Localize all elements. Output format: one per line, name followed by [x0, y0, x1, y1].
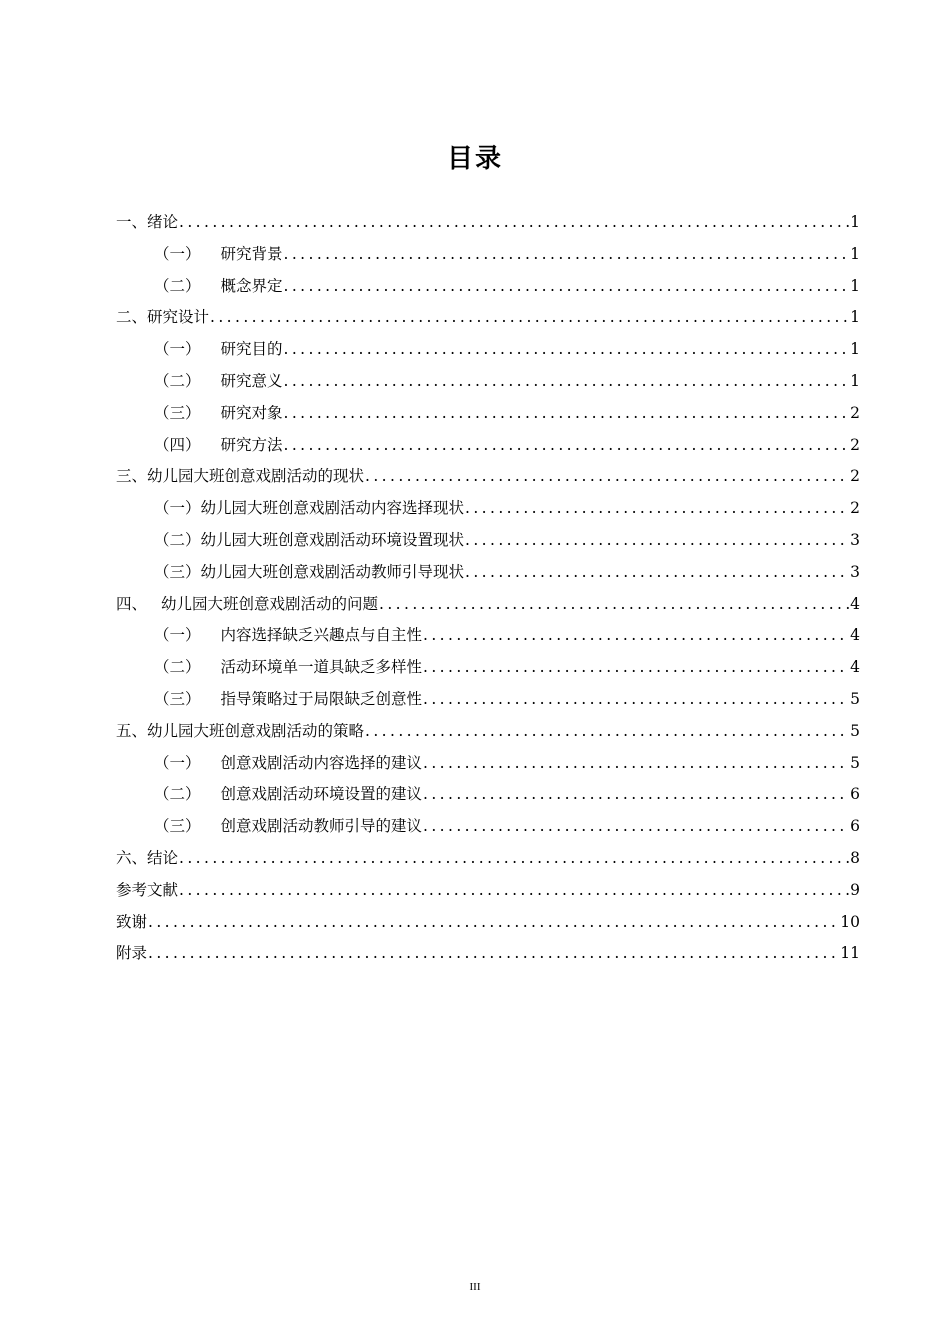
toc-entry-page: 2: [850, 403, 860, 422]
toc-entry-number: （二）: [154, 785, 201, 804]
toc-entry-text: 附录: [116, 944, 148, 963]
toc-entry-page: 6: [850, 817, 860, 836]
toc-entry-text: 幼儿园大班创意戏剧活动的策略: [147, 721, 365, 740]
toc-entry-text: 幼儿园大班创意戏剧活动环境设置现状: [200, 530, 465, 549]
dot-leader: [423, 779, 849, 811]
dot-leader: [284, 334, 850, 366]
toc-entry-text: 幼儿园大班创意戏剧活动的问题: [161, 594, 379, 613]
toc-entry-text: 结论: [147, 848, 179, 867]
dot-leader: [379, 589, 849, 621]
toc-entry[interactable]: [116, 652, 860, 684]
dot-leader: [465, 493, 849, 525]
dot-leader: [284, 239, 850, 271]
dot-leader: [179, 207, 849, 239]
toc-entry[interactable]: [116, 525, 860, 557]
dot-leader: [284, 398, 850, 430]
toc-entry-text: 创意戏剧活动内容选择的建议: [220, 753, 423, 772]
dot-leader: [365, 716, 849, 748]
toc-entry-number: （三）: [154, 689, 201, 708]
toc-entry[interactable]: [116, 779, 860, 811]
toc-entry-number: （一）: [154, 340, 201, 359]
toc-entry-page: 2: [850, 435, 860, 454]
toc-entry[interactable]: [116, 748, 860, 780]
toc-entry[interactable]: [116, 938, 860, 970]
toc-entry[interactable]: [116, 398, 860, 430]
toc-entry-page: 3: [850, 530, 860, 549]
toc-entry[interactable]: [116, 620, 860, 652]
toc-entry-number: 六、: [116, 848, 148, 867]
toc-entry-text: 参考文献: [116, 880, 179, 899]
dot-leader: [284, 271, 850, 303]
toc-entry-text: 幼儿园大班创意戏剧活动内容选择现状: [200, 499, 465, 518]
toc-entry-number: （一）: [154, 499, 201, 518]
toc-entry[interactable]: [116, 334, 860, 366]
dot-leader: [465, 525, 849, 557]
dot-leader: [423, 620, 849, 652]
toc-entry-text: 研究设计: [147, 308, 210, 327]
dot-leader: [365, 461, 849, 493]
toc-entry-page: 3: [850, 562, 860, 581]
toc-entry-number: 四、: [116, 594, 148, 613]
dot-leader: [148, 907, 839, 939]
toc-entry-number: （一）: [154, 626, 201, 645]
toc-entry-number: 五、: [116, 721, 148, 740]
toc-entry-page: 9: [850, 880, 860, 899]
toc-entry[interactable]: [116, 366, 860, 398]
toc-entry[interactable]: [116, 843, 860, 875]
dot-leader: [179, 843, 849, 875]
toc-entry[interactable]: [116, 493, 860, 525]
toc-entry[interactable]: [116, 589, 860, 621]
toc-entry-page: 6: [850, 785, 860, 804]
toc-entry-page: 2: [850, 467, 860, 486]
toc-entry-text: 内容选择缺乏兴趣点与自主性: [220, 626, 423, 645]
toc-entry-page: 1: [850, 244, 860, 263]
toc-entry-text: 研究对象: [220, 403, 283, 422]
toc-entry-text: 指导策略过于局限缺乏创意性: [220, 689, 423, 708]
dot-leader: [284, 430, 850, 462]
toc-entry-page: 1: [850, 276, 860, 295]
toc-entry-text: 活动环境单一道具缺乏多样性: [220, 658, 423, 677]
toc-entry-number: 三、: [116, 467, 148, 486]
toc-entry-number: （一）: [154, 244, 201, 263]
page-number: III: [469, 1281, 481, 1293]
toc-entry[interactable]: [116, 207, 860, 239]
toc-entry[interactable]: [116, 875, 860, 907]
toc-entry[interactable]: [116, 239, 860, 271]
toc-entry-page: 1: [850, 308, 860, 327]
toc-entry[interactable]: [116, 430, 860, 462]
toc-entry[interactable]: [116, 907, 860, 939]
toc-title: 目录: [446, 144, 503, 174]
dot-leader: [423, 748, 849, 780]
toc-entry[interactable]: [116, 811, 860, 843]
dot-leader: [284, 366, 850, 398]
toc-entry[interactable]: [116, 271, 860, 303]
toc-entry[interactable]: [116, 557, 860, 589]
dot-leader: [179, 875, 849, 907]
toc-entry-page: 5: [850, 721, 860, 740]
dot-leader: [423, 652, 849, 684]
table-of-contents: [116, 207, 860, 970]
toc-entry-number: （四）: [154, 435, 201, 454]
toc-entry-text: 研究方法: [220, 435, 283, 454]
toc-entry-number: （二）: [154, 371, 201, 390]
toc-entry-page: 4: [850, 594, 860, 613]
dot-leader: [465, 557, 849, 589]
toc-entry-number: 一、: [116, 213, 148, 231]
toc-entry[interactable]: [116, 461, 860, 493]
toc-entry-number: （二）: [154, 658, 201, 677]
dot-leader: [423, 684, 849, 716]
toc-entry-text: 幼儿园大班创意戏剧活动教师引导现状: [200, 562, 465, 581]
toc-entry-text: 研究意义: [220, 371, 283, 390]
toc-entry-text: 研究背景: [220, 244, 283, 263]
toc-entry-page: 1: [850, 371, 860, 390]
toc-entry[interactable]: [116, 716, 860, 748]
toc-entry-text: 致谢: [116, 912, 148, 931]
toc-entry-number: （二）: [154, 530, 201, 549]
toc-entry-text: 创意戏剧活动教师引导的建议: [220, 817, 423, 836]
toc-entry-number: 二、: [116, 308, 148, 327]
toc-entry-page: 10: [840, 912, 860, 931]
toc-entry-number: （三）: [154, 817, 201, 836]
toc-entry-page: 4: [850, 626, 860, 645]
toc-entry-text: 创意戏剧活动环境设置的建议: [220, 785, 423, 804]
dot-leader: [423, 811, 849, 843]
toc-entry-page: 11: [840, 944, 860, 963]
toc-entry-text: 概念界定: [220, 276, 283, 295]
toc-entry-number: （三）: [154, 562, 201, 581]
toc-entry-page: 1: [850, 213, 860, 231]
toc-entry-number: （二）: [154, 276, 201, 295]
toc-entry-page: 4: [850, 658, 860, 677]
toc-entry[interactable]: [116, 684, 860, 716]
toc-entry-number: （一）: [154, 753, 201, 772]
toc-entry-text: 绪论: [147, 213, 179, 231]
dot-leader: [210, 302, 849, 334]
toc-entry-text: 幼儿园大班创意戏剧活动的现状: [147, 467, 365, 486]
toc-entry-page: 5: [850, 753, 860, 772]
toc-entry-page: 8: [850, 848, 860, 867]
dot-leader: [148, 938, 839, 970]
toc-entry-number: （三）: [154, 403, 201, 422]
toc-entry-page: 2: [850, 499, 860, 518]
toc-entry-text: 研究目的: [220, 340, 283, 359]
toc-entry-page: 1: [850, 340, 860, 359]
toc-entry-page: 5: [850, 689, 860, 708]
toc-entry[interactable]: [116, 302, 860, 334]
